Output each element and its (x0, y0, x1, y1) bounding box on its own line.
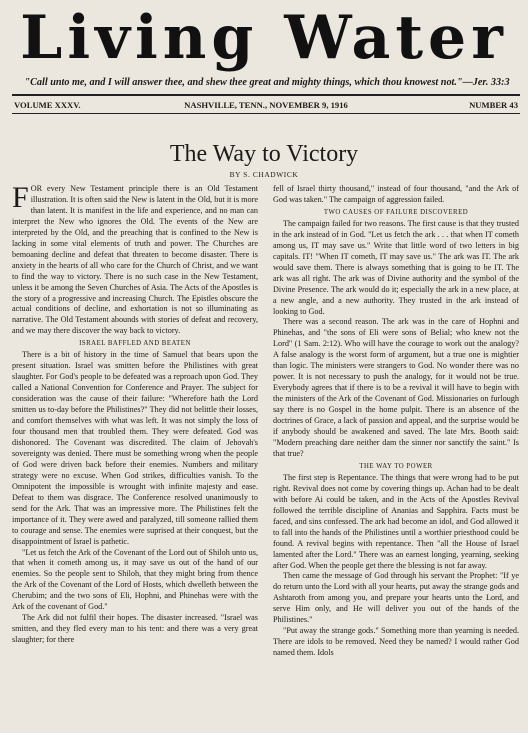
paragraph-text: The Ark did not fulfil their hopes. The disaster increased. "Israel was smitten, and they fled every man to his tent: and there was a very great slaughter; for there (12, 613, 258, 645)
paragraph-text: The first step is Repentance. The things that were wrong had to be put right. Revival does not come by covering things up. Achan had to be dealt with before Ai could be taken, and in the Acts of the Apostles Revival followed the terrible discipline of Ananias and Sapphira. Facts must be faced, and sins confessed. The ark had become an idol, and God allowed it to fall into the hands of the Philistines until a worthier priesthood could be found. A revival begins with repentance. Then "all the House of Israel lamented after the Lord." There was an earnest longing, yearning, seeking after God. When the people get there the blessing is not far away. (273, 472, 519, 570)
dateline-rule (12, 113, 520, 114)
section-heading: TWO CAUSES OF FAILURE DISCOVERED (323, 208, 469, 216)
paragraph-text: "Let us fetch the Ark of the Covenant of the Lord out of Shiloh unto us, that when it cometh among us, it may save us out of the hand of our enemies. So the people sent to Shiloh, that they might bring from thence the Ark of the Covenant of the Lord of Hosts, which dwelleth between the Cherubim; and the two sons of Eli, Hophni, and Phinehas were with the Ark of the covenant of God." (12, 547, 258, 612)
masthead-title: Living Water (20, 3, 508, 73)
paragraph (12, 184, 258, 337)
paragraph-text: The campaign failed for two reasons. The first cause is that they trusted in the ark instead of in God. "Let us fetch the ark . . . that when IT cometh among us, IT may save us." Write that little word of two letters in big capitals. IT! "When IT cometh, IT may save us." The ark was IT. The ark would save them. There is always something that is going to be IT. The ark was all right. The ark was of Divine authority and the symbol of the Divine Presence. The ark would do it; especially the ark in a new place, at a new angle, and a new authority. They trusted in the ark instead of looking to God. (273, 218, 519, 316)
article-title: The Way to Victory (169, 141, 359, 167)
masthead-motto: "Call unto me, and I will answer thee, and shew thee great and mighty things, which thou knowest not."—Jer. 33:3 (24, 77, 510, 88)
dateline (14, 98, 518, 112)
section-heading: ISRAEL BAFFLED AND BEATEN (79, 340, 191, 348)
paragraph (273, 184, 519, 206)
paragraph (12, 548, 258, 614)
article-byline: BY S. CHADWICK (229, 170, 299, 179)
paragraph-text: fell of Israel thirty thousand," instead of four thousand, "and the Ark of God was taken." The campaign of aggression failed. (273, 184, 519, 204)
paragraph (273, 317, 519, 459)
dateline-volume: VOLUME XXXV. (14, 100, 81, 110)
paragraph (12, 613, 258, 646)
paragraph (273, 219, 519, 318)
masthead-rule (12, 94, 520, 96)
dateline-place-date: NASHVILLE, TENN., NOVEMBER 9, 1916 (184, 100, 348, 110)
paragraph-text: OR every New Testament principle there is an Old Testament illustration. It is often said the New is latent in the Old, but it is more than latent. It is manifest in the life and experience, and no man can interpret the New who ignores the Old. The events of the New are interpreted by the Old, and the preaching that is confined to the New is lacking in some vital elements of truth and power. The Churches are bemoaning decline and defeat that threaten to become disaster. There is anxiety in the hearts of all who care for the Church of Christ, and we want to find the way to victory. There is no such case in the New Testament, unless it be among the Seven Churches of Asia. The Acts of the Apostles is the story of a progressive and increasing Church. The Epistles obscure the actual conditions of decline, and exhortation is not so illuminating as narrative. The Old Testament abounds with stories of defeat and recovery, and we may there discover the way back to victory. (12, 184, 258, 336)
paragraph (273, 626, 519, 659)
paragraph (273, 571, 519, 626)
drop-cap: F (12, 184, 29, 214)
paragraph-text: There is a bit of history in the time of Samuel that bears upon the present situation. Israel was smitten before the Philistines with great slaughter. For God's people to be defeated was a reproach upon God. They called a National Convention for Conference and Prayer. The subject for consideration was the cause of their failure: "Wherefore hath the Lord smitten us to-day before the Philistines?" They did not belittle their losses, and comfort themselves with what was left. It was not simply the loss of four thousand men that troubled them. They were defeated. God was dishonored. The Covenant was discredited. The claim of Jehovah's sovereignty was denied. There must be something wrong when the people of God were driven back before their enemies. Numbers and military strategy were no excuse. When God strikes, difficulties vanish. To the Omnipotent the impossible is wrought with infinite majesty and ease. Defeat to them was disgrace. The Conference resolved unanimously to send for the Ark. That was an impressive more. The Philistines felt the importance of it. They were awed and paralyzed, till someone rallied them to courage and sense. The enemies were suprised at their conquest, but the disappointment of Israel is pathetic. (12, 350, 258, 546)
paragraph (12, 350, 258, 547)
dateline-number: NUMBER 43 (469, 100, 518, 110)
paragraph-text: "Put away the strange gods." Something more than yearning is needed. There are idols to be removed. Need they be named? I would rather God named them. Idols (273, 626, 519, 658)
section-heading: THE WAY TO POWER (359, 462, 433, 470)
paragraph-text: Then came the message of God through his servant the Prophet: "If ye do return unto the Lord with all your hearts, put away the strange gods and Ashtaroth from among you, and prepare your hearts unto the Lord, and serve Him only, and He will deliver you out of the hands of the Philistines." (273, 571, 519, 625)
paragraph (273, 473, 519, 572)
article-left-column (12, 184, 258, 730)
paragraph-text: There was a second reason. The ark was in the care of Hophni and Phinehas, and "the sons of Eli were sons of Belial; who knew not the Lord" (1 Sam. 2:12). Who will have the courage to work out the analogy? A false analogy is the worst form of argument, but a true one is mightier than logic. The ministers were strangers to God. No wonder there was no power. It is not necessary to push the analogy, for it would not be true. Everybody agrees that if there is to be a revival it will have to begin with the ministers of the Ark of the Covenant of God. Missionaries on furlough say there is no Gospel in the home pulpit. There is an absence of the doctrines of Grace, a lack of passion and appeal, and the surprise would be if anybody should be awakened and saved. The late Mrs. Booth said: "Modern preaching dare neither dam the sinner nor sanctify the saint." Is that true? (273, 317, 519, 458)
article-right-column (273, 184, 519, 730)
